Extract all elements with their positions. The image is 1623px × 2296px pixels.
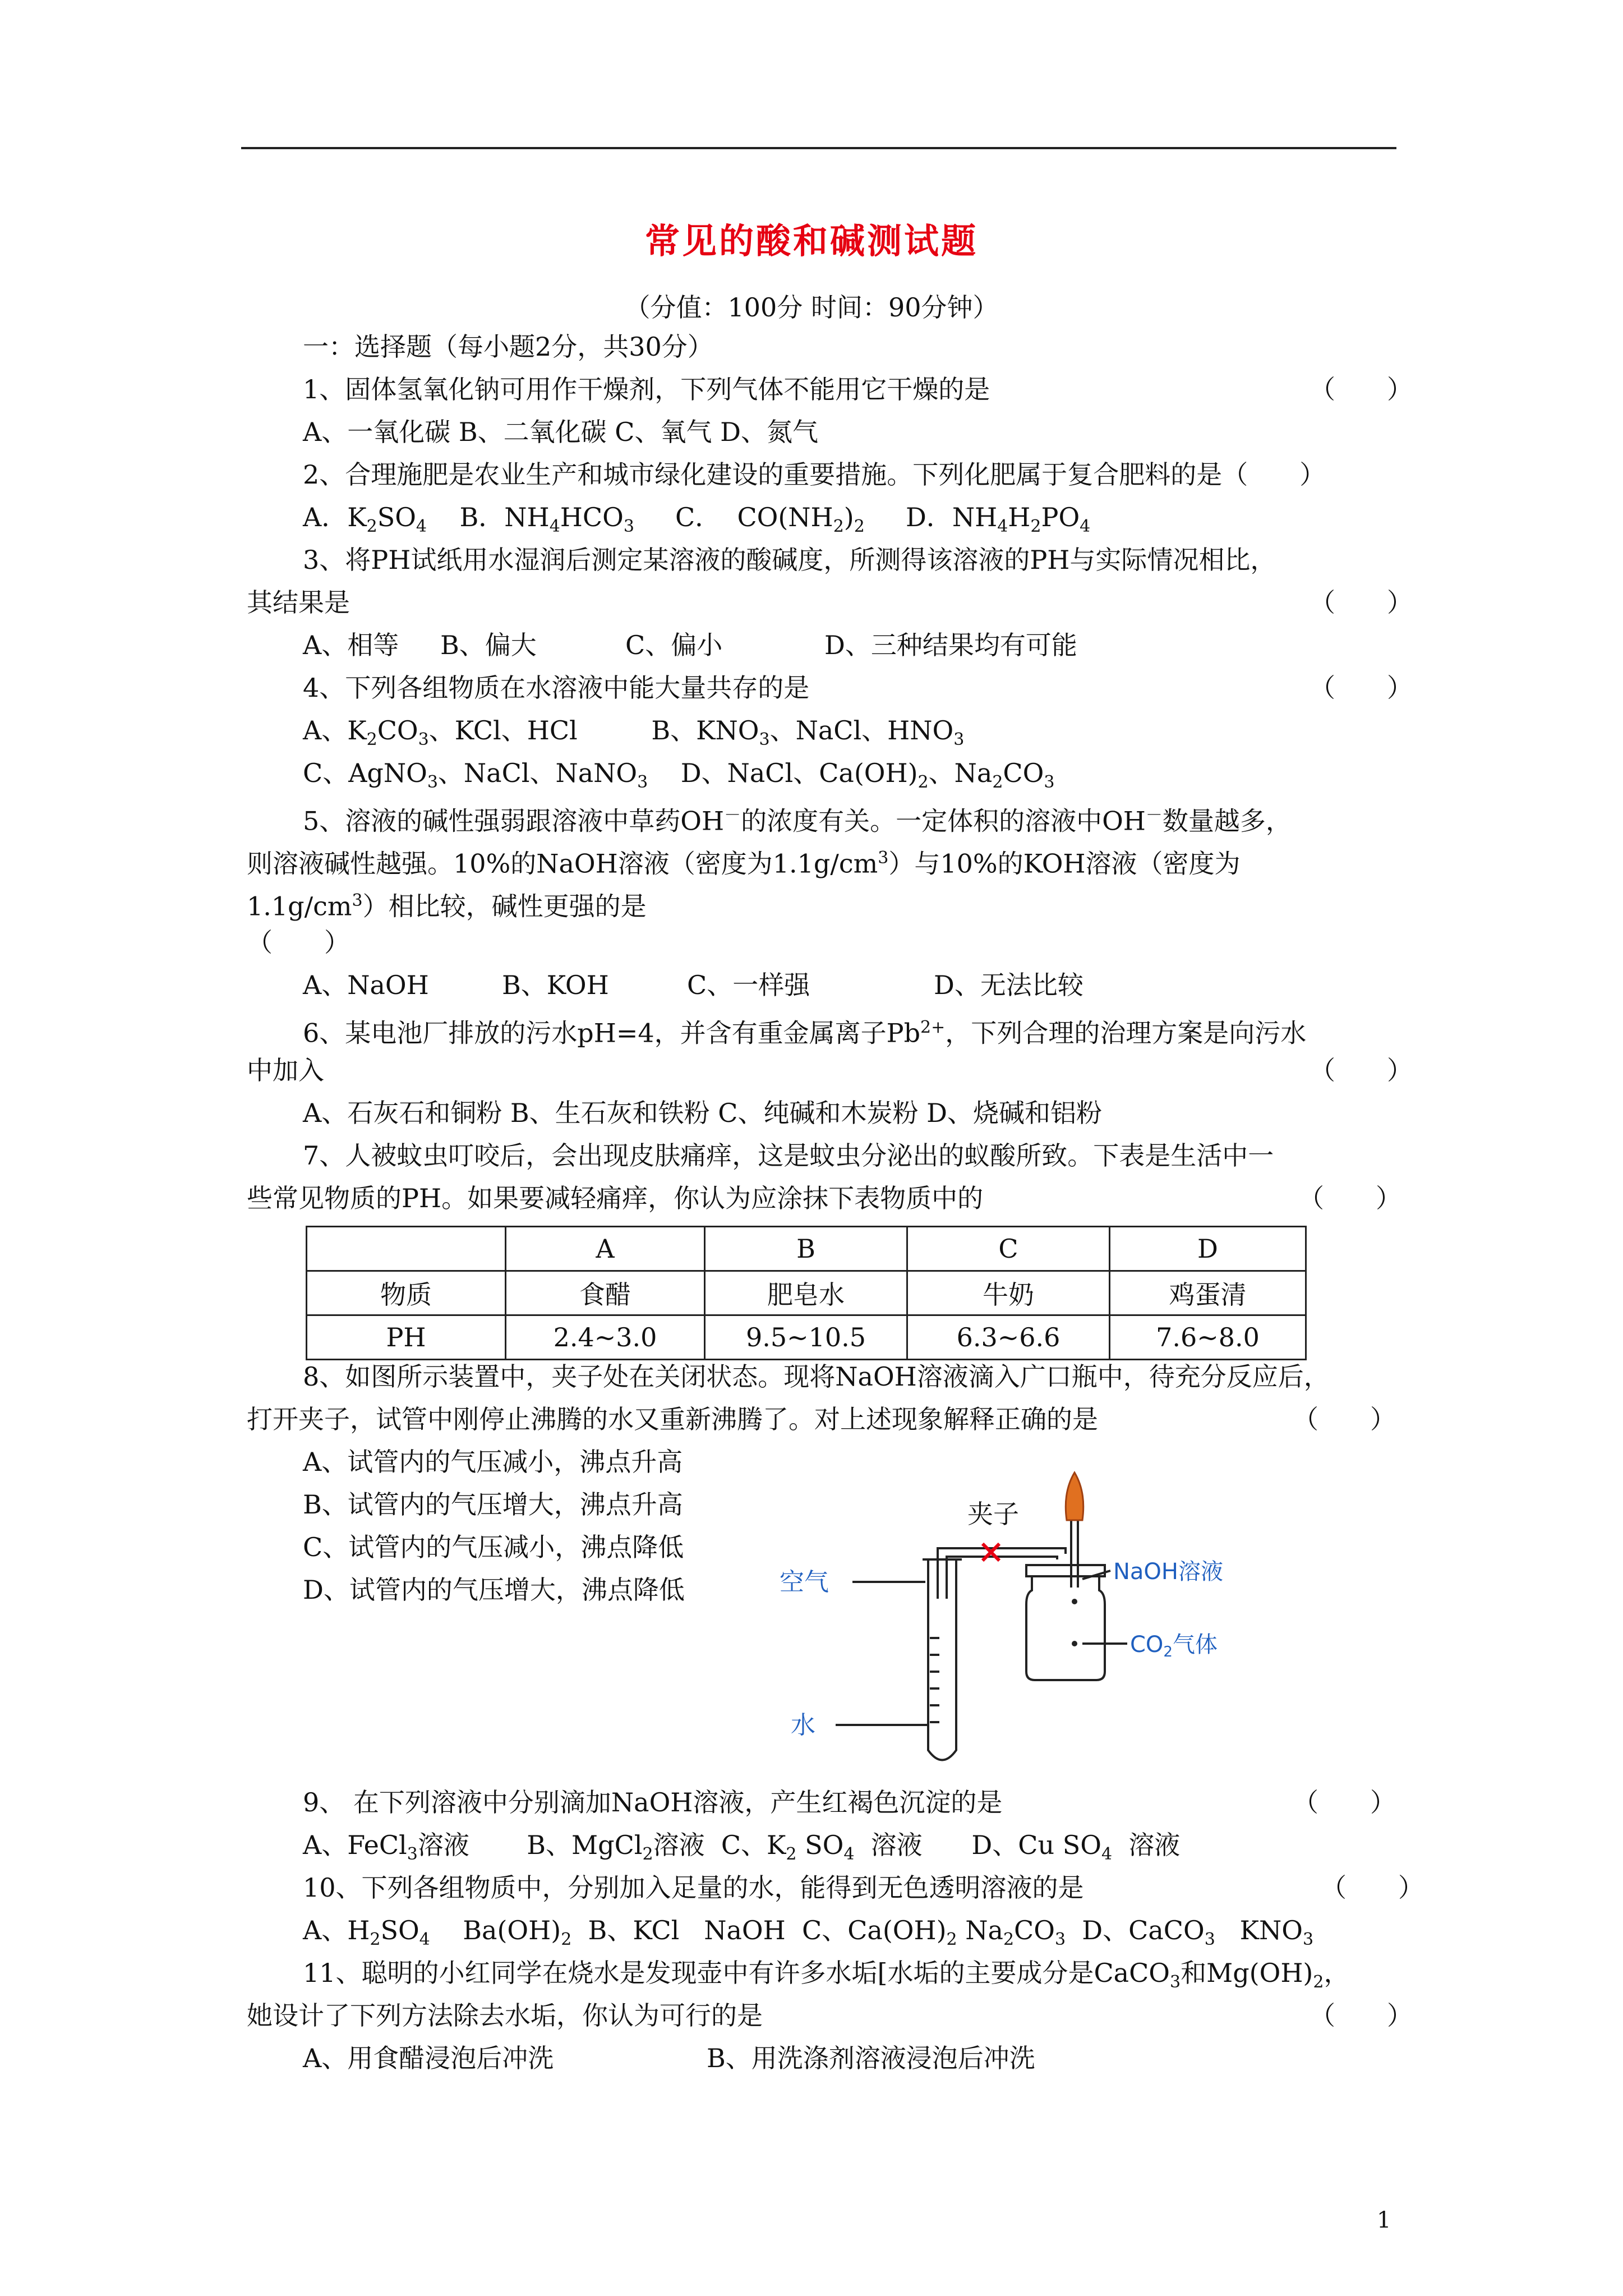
table-cell: 物质	[307, 1271, 506, 1315]
q3-option-b: B、偏大	[440, 630, 537, 660]
page-number: 1	[1377, 2207, 1391, 2233]
water-label: 水	[791, 1711, 815, 1740]
dropper-bulb	[1066, 1473, 1083, 1520]
table-cell: C	[907, 1227, 1110, 1271]
q2-stem: 2、合理施肥是农业生产和城市绿化建设的重要措施。下列化肥属于复合肥料的是（ ）	[303, 459, 1326, 490]
table-row	[307, 1315, 1306, 1360]
table-cell	[307, 1227, 506, 1271]
q6-stem-line1: 6、某电池厂排放的污水pH=4，并含有重金属离子$Pb^{2+}$，下列合理的治理方案是向污水	[303, 1018, 1307, 1048]
table-cell: 9.5~10.5	[705, 1315, 907, 1360]
answer-paren: （ ）	[247, 927, 350, 958]
q8-stem-line1: 8、如图所示装置中，夹子处在关闭状态。现将NaOH溶液滴入广口瓶中，待充分反应后，	[303, 1361, 1330, 1392]
table-cell: A	[506, 1227, 705, 1271]
q1-options: A、一氧化碳 B、二氧化碳 C、氧气 D、氮气	[303, 417, 818, 447]
q8-option-c: C、试管内的气压减小，沸点降低	[303, 1532, 684, 1562]
q5-options	[303, 969, 1083, 1001]
q4-options-cd: C、AgNO$_3$、NaCl、NaNO$_3$ D、NaCl、$Ca(OH)_2$、$Na_2CO_3$	[303, 758, 1055, 793]
q5-option-b: B、KOH	[502, 970, 609, 1000]
q3-option-d: D、三种结果均有可能	[824, 630, 1077, 660]
apparatus-diagram	[780, 1470, 1318, 1767]
table-cell: 食醋	[506, 1271, 705, 1315]
answer-paren: （ ）	[1298, 1183, 1401, 1213]
clip-label: 夹子	[967, 1499, 1019, 1529]
table-row	[307, 1271, 1306, 1315]
q5-option-d: D、无法比较	[934, 970, 1083, 1000]
q7-stem-line2: 些常见物质的PH。如果要减轻痛痒，你认为应涂抹下表物质中的	[247, 1183, 984, 1213]
q11-stem-line2: 她设计了下列方法除去水垢，你认为可行的是	[247, 2000, 763, 2031]
table-cell: 7.6~8.0	[1110, 1315, 1306, 1360]
q5-stem-line1: 5、溶液的碱性强弱跟溶液中草药OH－的浓度有关。一定体积的溶液中OH－数量越多，	[303, 806, 1292, 836]
clip-mark	[983, 1544, 999, 1561]
q9-options: A、FeCl$_3$溶液 B、MgCl$_2$溶液 C、$K_2$ $SO_4$ 溶液 D、Cu $SO_4$ 溶液	[303, 1830, 1181, 1865]
q6-options: A、石灰石和铜粉 B、生石灰和铁粉 C、纯碱和木炭粉 D、烧碱和铝粉	[303, 1098, 1102, 1128]
q1-stem: 1、固体氢氧化钠可用作干燥剂，下列气体不能用它干燥的是	[303, 374, 990, 404]
q3-stem-line1: 3、将PH试纸用水湿润后测定某溶液的酸碱度，所测得该溶液的PH与实际情况相比，	[303, 545, 1276, 575]
wide-mouth-bottle	[1026, 1576, 1105, 1680]
q11-stem-line1: 11、聪明的小红同学在烧水是发现壶中有许多水垢[水垢的主要成分是CaCO$_3$和$Mg(OH)_2$，	[303, 1958, 1350, 1993]
q8-option-d: D、试管内的气压增大，沸点降低	[303, 1575, 685, 1605]
answer-paren: （ ）	[1293, 1787, 1396, 1818]
table-cell: D	[1110, 1227, 1306, 1271]
q6-stem-line2: 中加入	[247, 1055, 324, 1085]
table-cell: PH	[307, 1315, 506, 1360]
q3-options	[303, 629, 1077, 661]
answer-paren: （ ）	[1321, 1872, 1424, 1903]
page-title: 常见的酸和碱测试题	[644, 220, 978, 261]
q8-option-a: A、试管内的气压减小，沸点升高	[303, 1447, 683, 1477]
answer-paren: （ ）	[1310, 587, 1413, 618]
air-label: 空气	[780, 1568, 829, 1596]
q11-option-a: A、用食醋浸泡后冲洗	[303, 2043, 554, 2073]
q3-option-c: C、偏小	[625, 630, 723, 660]
q4-stem: 4、下列各组物质在水溶液中能大量共存的是	[303, 673, 810, 703]
table-cell: 2.4~3.0	[506, 1315, 705, 1360]
table-cell: 牛奶	[907, 1271, 1110, 1315]
header-rule	[241, 147, 1396, 149]
q3-stem-line2: 其结果是	[247, 587, 350, 618]
q8-stem-line2: 打开夹子，试管中刚停止沸腾的水又重新沸腾了。对上述现象解释正确的是	[247, 1404, 1098, 1434]
table-cell: B	[705, 1227, 907, 1271]
q10-options: A、$H_2SO_4$ $Ba(OH)_2$ B、KCl NaOH C、$Ca(OH)_2$ $Na_2CO_3$ D、CaCO$_3$ $KNO_3$	[303, 1915, 1314, 1950]
table-cell: 肥皂水	[705, 1271, 907, 1315]
ph-table	[306, 1226, 1307, 1360]
q5-stem-line3: $1.1g/cm^3$）相比较，碱性更强的是	[247, 891, 647, 922]
q5-option-a: A、NaOH	[303, 970, 429, 1000]
q4-options-ab: A、$K_2CO_3$、KCl、HCl B、$KNO_3$、NaCl、$HNO_3$	[303, 715, 965, 750]
q11-options	[303, 2042, 1035, 2074]
q3-option-a: A、相等	[303, 630, 399, 660]
q5-stem-line2: 则溶液碱性越强。10%的NaOH溶液（密度为$1.1g/cm^3$）与10%的KOH溶液（密度为	[247, 848, 1241, 879]
table-cell: 6.3~6.6	[907, 1315, 1110, 1360]
section-heading: 一：选择题（每小题2分，共30分）	[303, 332, 713, 362]
answer-paren: （ ）	[1310, 673, 1413, 703]
co2-label-text: 气体	[1172, 1632, 1218, 1658]
answer-paren: （ ）	[1310, 374, 1413, 404]
q5-option-c: C、一样强	[687, 970, 810, 1000]
table-cell: 鸡蛋清	[1110, 1271, 1306, 1315]
q11-option-b: B、用洗涤剂溶液浸泡后冲洗	[707, 2043, 1035, 2073]
subtitle: （分值：100分 时间：90分钟）	[624, 292, 999, 323]
q7-stem-line1: 7、人被蚊虫叮咬后，会出现皮肤痛痒，这是蚊虫分泌出的蚁酸所致。下表是生活中一	[303, 1140, 1274, 1171]
answer-paren: （ ）	[1310, 1055, 1413, 1085]
naoh-label: NaOH溶液	[1113, 1559, 1223, 1585]
q9-stem: 9、 在下列溶液中分别滴加NaOH溶液，产生红褐色沉淀的是	[303, 1787, 1003, 1818]
answer-paren: （ ）	[1293, 1404, 1396, 1434]
q2-options: A．$K_2SO_4$ B．$NH_4HCO_3$ C． $CO(NH_2)_2$ D．$NH_4H_2PO_4$	[303, 502, 1091, 537]
co2-label: $CO_2$气体	[1130, 1632, 1218, 1660]
q10-stem: 10、下列各组物质中，分别加入足量的水，能得到无色透明溶液的是	[303, 1872, 1084, 1903]
table-header-row	[307, 1227, 1306, 1271]
q8-option-b: B、试管内的气压增大，沸点升高	[303, 1489, 683, 1520]
test-tube	[928, 1559, 956, 1760]
answer-paren: （ ）	[1310, 2000, 1413, 2031]
